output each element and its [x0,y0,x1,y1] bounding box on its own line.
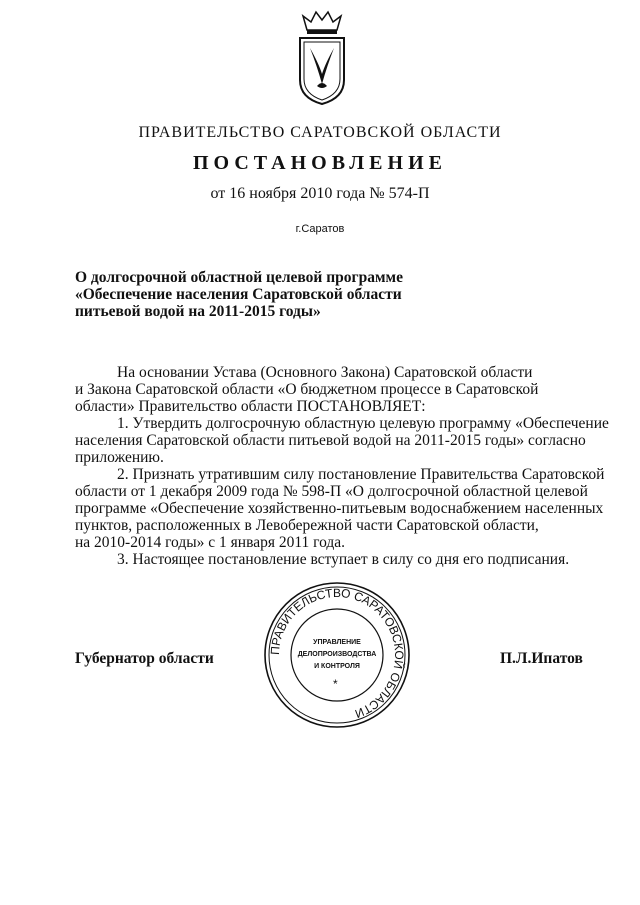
stamp-inner-line: УПРАВЛЕНИЕ [313,639,361,646]
stamp-inner-line: ДЕЛОПРОИЗВОДСТВА [297,651,377,658]
body-line: области» Правительство области ПОСТАНОВЛЯЕТ: [75,398,426,415]
government-name: ПРАВИТЕЛЬСТВО САРАТОВСКОЙ ОБЛАСТИ [138,124,502,141]
signatory-name: П.Л.Ипатов [500,650,583,667]
document-subject [75,269,403,320]
subject-line: «Обеспечение населения Саратовской области [75,286,402,303]
body-line: пунктов, расположенных в Левобережной части Саратовской области, [75,517,539,534]
subject-line: питьевой водой на 2011-2015 годы» [75,303,321,320]
signatory-position: Губернатор области [75,650,214,667]
official-stamp [262,580,412,730]
document-city: г.Саратов [295,223,345,235]
body-line: и Закона Саратовской области «О бюджетном процессе в Саратовской [75,381,539,398]
stamp-outer-text: ПРАВИТЕЛЬСТВО САРАТОВСКОЙ ОБЛАСТИ [267,585,407,721]
body-line: населения Саратовской области питьевой водой на 2011-2015 годы» согласно [75,432,586,449]
document-date-number: от 16 ноября 2010 года № 574-П [210,185,430,202]
body-line: 2. Признать утратившим силу постановление Правительства Саратовской [117,466,605,483]
subject-line: О долгосрочной областной целевой программе [75,269,403,286]
stamp-star: * [333,677,338,691]
body-line: на 2010-2014 годы» с 1 января 2011 года. [75,534,346,551]
coat-of-arms-emblem [295,8,349,106]
stamp-inner-line: И КОНТРОЛЯ [314,663,360,670]
document-type: ПОСТАНОВЛЕНИЕ [193,152,447,174]
body-line: приложению. [75,449,164,466]
body-line: программе «Обеспечение хозяйственно-питьевым водоснабжением населенных [75,500,604,517]
body-line: На основании Устава (Основного Закона) Саратовской области [117,364,533,381]
body-line: 1. Утвердить долгосрочную областную целевую программу «Обеспечение [117,415,609,432]
body-line: 3. Настоящее постановление вступает в силу со дня его подписания. [117,551,570,568]
body-line: области от 1 декабря 2009 года № 598-П «О долгосрочной областной целевой [75,483,588,500]
